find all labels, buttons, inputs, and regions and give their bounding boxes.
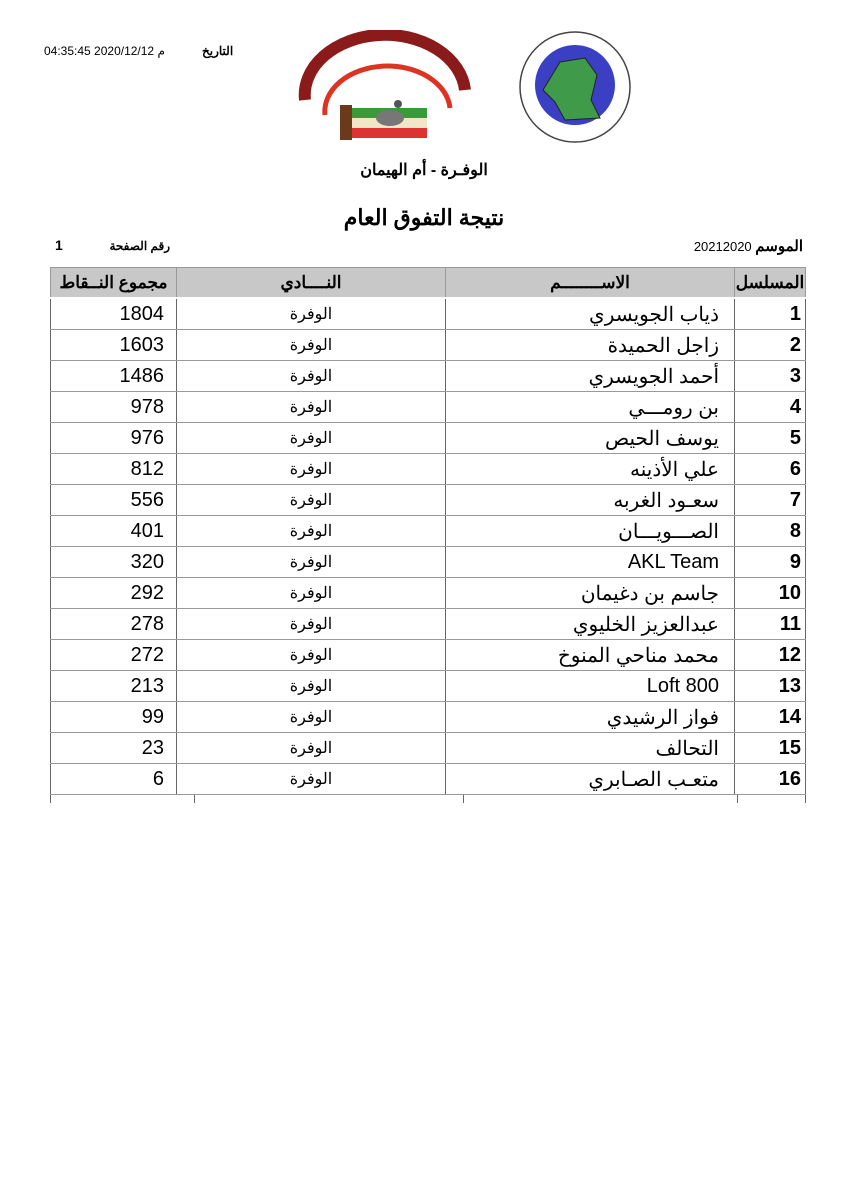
cell-name: متعـب الصـابري — [446, 764, 735, 795]
table-row — [51, 733, 806, 764]
cell-points: 976 — [51, 423, 177, 454]
table-row — [51, 764, 806, 795]
cell-name: جاسم بن دغيمان — [446, 578, 735, 609]
cell-club: الوفرة — [177, 361, 446, 392]
cell-points: 320 — [51, 547, 177, 578]
header-name: الاســــــــم — [446, 268, 735, 299]
cell-points: 978 — [51, 392, 177, 423]
cell-points: 401 — [51, 516, 177, 547]
header-club: النــــادي — [177, 268, 446, 299]
cell-club: الوفرة — [177, 640, 446, 671]
cell-club: الوفرة — [177, 423, 446, 454]
cell-serial: 16 — [735, 764, 806, 795]
cell-serial: 4 — [735, 392, 806, 423]
cell-points: 272 — [51, 640, 177, 671]
cell-points: 278 — [51, 609, 177, 640]
table-row — [51, 516, 806, 547]
table-row — [51, 702, 806, 733]
cell-name: ذياب الجويسري — [446, 298, 735, 330]
table-row — [51, 330, 806, 361]
cell-points: 1603 — [51, 330, 177, 361]
cell-name: أحمد الجويسري — [446, 361, 735, 392]
table-row — [51, 609, 806, 640]
header-serial: المسلسل — [735, 268, 806, 299]
cell-serial: 9 — [735, 547, 806, 578]
cell-points: 1804 — [51, 298, 177, 330]
table-row — [51, 361, 806, 392]
season-value: 20212020 — [693, 239, 752, 254]
table-row — [51, 578, 806, 609]
cell-name: عبدالعزيز الخليوي — [446, 609, 735, 640]
page-number-value: 1 — [55, 237, 63, 253]
cell-points: 213 — [51, 671, 177, 702]
table-row — [51, 454, 806, 485]
table-border — [805, 795, 806, 803]
cell-name: سعـود الغربه — [446, 485, 735, 516]
cell-points: 1486 — [51, 361, 177, 392]
page-label: رقم الصفحة — [109, 239, 170, 253]
cell-club: الوفرة — [177, 485, 446, 516]
table-border — [463, 795, 464, 803]
report-title: نتيجة التفوق العام — [343, 205, 505, 230]
cell-serial: 12 — [735, 640, 806, 671]
cell-serial: 14 — [735, 702, 806, 733]
cell-name: فواز الرشيدي — [446, 702, 735, 733]
cell-name: Loft 800 — [446, 671, 735, 702]
header-points: مجموع النــقاط — [51, 268, 177, 299]
cell-club: الوفرة — [177, 702, 446, 733]
cell-club: الوفرة — [177, 454, 446, 485]
cell-club: الوفرة — [177, 516, 446, 547]
table-row — [51, 671, 806, 702]
cell-serial: 3 — [735, 361, 806, 392]
print-date — [44, 44, 234, 58]
cell-serial: 6 — [735, 454, 806, 485]
cell-club: الوفرة — [177, 764, 446, 795]
cell-points: 556 — [51, 485, 177, 516]
cell-club: الوفرة — [177, 733, 446, 764]
cell-points: 812 — [51, 454, 177, 485]
table-border — [194, 795, 195, 803]
cell-name: بن رومـــي — [446, 392, 735, 423]
table-row — [51, 423, 806, 454]
cell-club: الوفرة — [177, 609, 446, 640]
cell-club: الوفرة — [177, 330, 446, 361]
cell-name: علي الأذينه — [446, 454, 735, 485]
date-value: 04:35:45 2020/12/12 م — [44, 44, 165, 58]
cell-serial: 11 — [735, 609, 806, 640]
cell-serial: 15 — [735, 733, 806, 764]
cell-name: الصـــويـــان — [446, 516, 735, 547]
season — [694, 237, 803, 255]
table-border — [50, 795, 51, 803]
results-table — [50, 267, 806, 795]
table-row — [51, 298, 806, 330]
table-header-row — [51, 268, 806, 299]
cell-serial: 13 — [735, 671, 806, 702]
cell-club: الوفرة — [177, 392, 446, 423]
cell-points: 6 — [51, 764, 177, 795]
date-label: التاريخ — [202, 44, 234, 58]
cell-points: 23 — [51, 733, 177, 764]
cell-points: 99 — [51, 702, 177, 733]
cell-name: AKL Team — [446, 547, 735, 578]
season-label: الموسم — [755, 238, 803, 255]
cell-name: زاجل الحميدة — [446, 330, 735, 361]
cell-serial: 2 — [735, 330, 806, 361]
table-border — [737, 795, 738, 803]
federation-logo — [515, 30, 635, 145]
table-row — [51, 485, 806, 516]
cell-club: الوفرة — [177, 578, 446, 609]
cell-club: الوفرة — [177, 547, 446, 578]
cell-serial: 1 — [735, 298, 806, 330]
table-row — [51, 392, 806, 423]
table-row — [51, 640, 806, 671]
cell-serial: 10 — [735, 578, 806, 609]
cell-name: محمد مناحي المنوخ — [446, 640, 735, 671]
cell-serial: 8 — [735, 516, 806, 547]
location-subtitle: الوفـرة - أم الهيمان — [360, 162, 488, 179]
cell-club: الوفرة — [177, 671, 446, 702]
cell-serial: 5 — [735, 423, 806, 454]
cell-serial: 7 — [735, 485, 806, 516]
cell-name: يوسف الحيص — [446, 423, 735, 454]
cell-points: 292 — [51, 578, 177, 609]
cell-club: الوفرة — [177, 298, 446, 330]
table-row — [51, 547, 806, 578]
cell-name: التحالف — [446, 733, 735, 764]
club-logo — [290, 30, 480, 145]
